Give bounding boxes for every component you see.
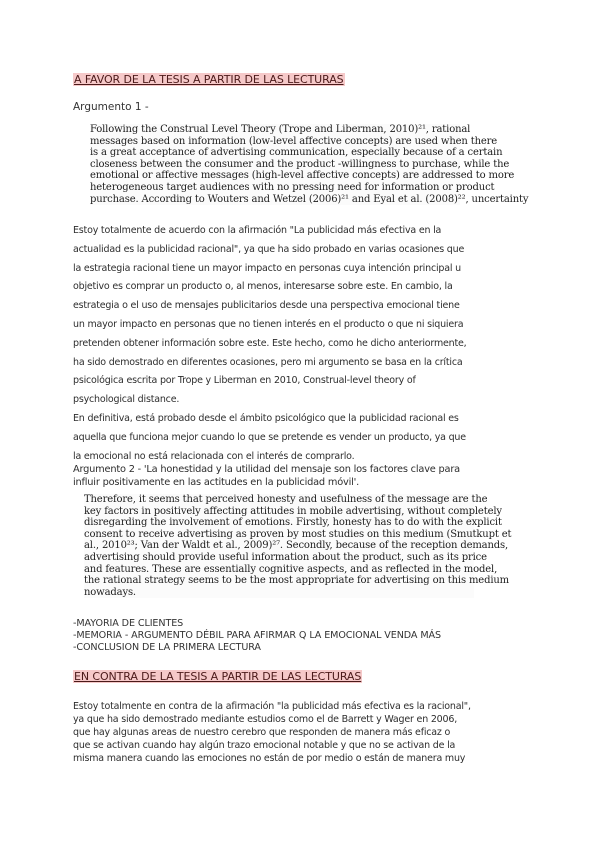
body-line: pretenden obtener información sobre este. Este hecho, como he dicho anteriormente, bbox=[73, 337, 467, 349]
body-line: ya que ha sido demostrado mediante estudios como el de Barrett y Wager en 2006, bbox=[73, 714, 458, 725]
argumento-2-line: Argumento 2 - 'La honestidad y la utilidad del mensaje son los factores clave para bbox=[73, 464, 460, 475]
quote-line: is a great acceptance of advertising communication, especially because of a certain bbox=[90, 147, 503, 159]
list-item: -MAYORIA DE CLIENTES bbox=[73, 618, 184, 629]
body-line: psychological distance. bbox=[73, 394, 180, 406]
body-line: psicológica escrita por Trope y Liberman en 2010, Construal-level theory of bbox=[73, 375, 416, 387]
body-line: misma manera cuando las emociones no están de por medio o están de manera muy bbox=[73, 753, 466, 764]
quote-line: purchase. According to Wouters and Wetzel (2006)²¹ and Eyal et al. (2008)²², uncertainty bbox=[90, 193, 529, 205]
body-line: la emocional no está relacionada con el interés de comprarlo. bbox=[73, 450, 355, 462]
quote-line: messages based on information (low-level affective concepts) are used when there bbox=[90, 135, 498, 147]
body-line: un mayor impacto en personas que no tienen interés en el producto o que ni siquiera bbox=[73, 318, 464, 330]
argumento-2-label bbox=[73, 463, 533, 489]
quote-line: disregarding the involvement of emotions. Firstly, honesty has to do with the explicit bbox=[84, 517, 502, 529]
argumento-2-line: influir positivamente en las actitudes en la publicidad móvil'. bbox=[73, 477, 360, 488]
quote-line: key factors in positively affecting attitudes in mobile advertising, without completely bbox=[84, 505, 502, 517]
quote-line: advertising should provide useful information about the product, such as its price bbox=[84, 551, 487, 563]
quote-line: consent to receive advertising as proven by most studies on this medium (Smutkupt et bbox=[84, 528, 512, 540]
body-line: aquella que funciona mejor cuando lo que se pretende es vender un producto, ya que bbox=[73, 431, 466, 443]
body-line: que hay algunas areas de nuestro cerebro que responden de manera más eficaz o bbox=[73, 727, 451, 738]
body-line: actualidad es la publicidad racional", ya que ha sido probado en varias ocasiones que bbox=[73, 243, 465, 255]
quote-line: nowadays. bbox=[84, 586, 136, 598]
argumento-1-label: Argumento 1 - bbox=[73, 101, 149, 113]
quote-line: the rational strategy seems to be the most appropriate for advertising on this medium bbox=[84, 575, 509, 587]
heading-a-favor: A FAVOR DE LA TESIS A PARTIR DE LAS LECTURAS bbox=[74, 73, 344, 86]
body-line: Estoy totalmente en contra de la afirmación "la publicidad más efectiva es la racional", bbox=[73, 701, 471, 712]
quote-line: emotional or affective messages (high-level affective concepts) are addressed to more bbox=[90, 170, 515, 182]
quote-line: Following the Construal Level Theory (Trope and Liberman, 2010)²¹, rational bbox=[90, 124, 471, 135]
notes-list bbox=[73, 618, 543, 655]
quote-line: Therefore, it seems that perceived honesty and usefulness of the message are the bbox=[84, 494, 488, 505]
body-line: Estoy totalmente de acuerdo con la afirmación "La publicidad más efectiva en la bbox=[73, 225, 442, 236]
heading-en-contra: EN CONTRA DE LA TESIS A PARTIR DE LAS LECTURAS bbox=[74, 670, 362, 683]
body-line: la estrategia racional tiene un mayor impacto en personas cuya intención principal u bbox=[73, 262, 461, 274]
quote-excerpt-2 bbox=[84, 494, 512, 598]
body-line: que se activan cuando hay algún trazo emocional notable y que no se activan de la bbox=[73, 740, 456, 751]
quote-line: and features. These are essentially cognitive aspects, and as reflected in the model, bbox=[84, 563, 498, 575]
body-paragraph-1 bbox=[73, 222, 533, 466]
list-item: -MEMORIA - ARGUMENTO DÉBIL PARA AFIRMAR Q LA EMOCIONAL VENDA MÁS bbox=[73, 630, 441, 642]
quote-line: heterogeneous target audiences with no pressing need for information or product bbox=[90, 181, 495, 193]
body-paragraph-2 bbox=[73, 700, 543, 765]
body-line: En definitiva, está probado desde el ámbito psicológico que la publicidad racional es bbox=[73, 412, 459, 424]
body-line: ha sido demostrado en diferentes ocasiones, pero mi argumento se basa en la crítica bbox=[73, 356, 463, 368]
quote-line: al., 2010²³; Van der Waldt et al., 2009)²⁷. Secondly, because of the reception demands, bbox=[84, 540, 509, 552]
body-line: objetivo es comprar un producto o, al menos, interesarse sobre este. En cambio, la bbox=[73, 281, 453, 293]
body-line: estrategia o el uso de mensajes publicitarios desde una perspectiva emocional tiene bbox=[73, 300, 460, 312]
quote-line: closeness between the consumer and the product -willingness to purchase, while the bbox=[90, 158, 510, 170]
quote-excerpt-1 bbox=[90, 124, 529, 205]
list-item: -CONCLUSION DE LA PRIMERA LECTURA bbox=[73, 642, 261, 654]
